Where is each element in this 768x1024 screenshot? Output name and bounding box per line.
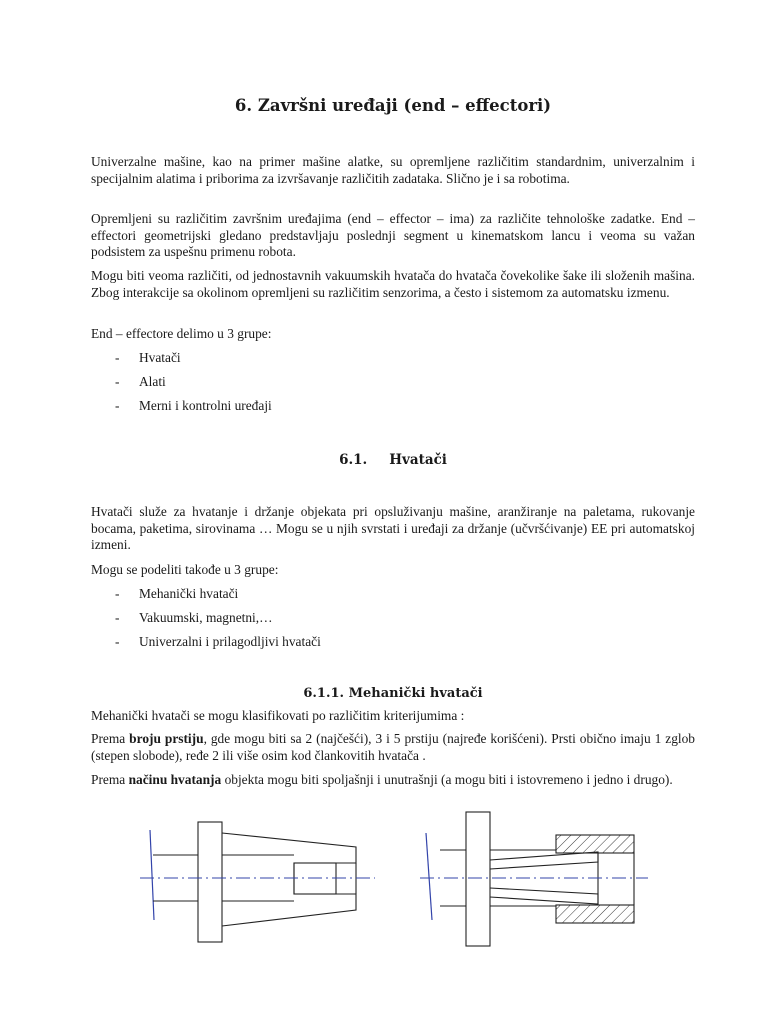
external-gripper-drawing bbox=[140, 822, 375, 942]
bold-term: broju prstiju bbox=[129, 731, 204, 746]
section-6-1-paragraph-2: Mogu se podeliti takođe u 3 grupe: bbox=[91, 562, 279, 577]
intro-paragraph-3: Mogu biti veoma različiti, od jednostavnih vakuumskih hvatača do hvatača čovekolike šake ili složenih mašina. Zbog interakcije sa okolinom opremljeni su različitim senzorima, a često i sistemom za automatsku izmenu. bbox=[91, 268, 695, 300]
list-item: - Mehanički hvatači bbox=[115, 586, 239, 601]
section-number: 6.1. bbox=[339, 452, 368, 468]
list-item: - Hvatači bbox=[115, 350, 181, 365]
bold-term: načinu hvatanja bbox=[128, 772, 222, 787]
chapter-title: 6. Završni uređaji (end – effectori) bbox=[234, 96, 552, 115]
internal-gripper-drawing bbox=[420, 812, 648, 946]
intro-paragraph-1: Univerzalne mašine, kao na primer mašine alatke, su opremljene različitim standardnim, univerzalnim i specijalnim alatima i priborima za izvršavanje različitih zadataka. Slično je i sa robotima. bbox=[91, 154, 695, 186]
list-item: - Alati bbox=[115, 374, 166, 389]
intro-paragraph-4: End – effectore delimo u 3 grupe: bbox=[91, 326, 272, 341]
section-6-1-1-paragraph-3: Prema načinu hvatanja objekta mogu biti spoljašnji i unutrašnji (a mogu biti i istovremeno i jedno i drugo). bbox=[91, 772, 673, 787]
list-item: - Vakuumski, magnetni,… bbox=[115, 610, 273, 625]
section-title: Hvatači bbox=[389, 452, 447, 468]
section-6-1-paragraph-1: Hvatači služe za hvatanje i držanje objekata pri opsluživanju mašine, aranžiranje na paletama, rukovanje bocama, paketima, sirovinama … Mogu se u njih svrstati i uređaji za držanje (učvršćivanje) EE pri automatskoj izmeni. bbox=[91, 504, 695, 553]
list-item: - Univerzalni i prilagodljivi hvatači bbox=[115, 634, 321, 649]
list-item: - Merni i kontrolni uređaji bbox=[115, 398, 272, 413]
section-6-1-1-paragraph-1: Mehanički hvatači se mogu klasifikovati po različitim kriterijumima : bbox=[91, 708, 465, 723]
intro-paragraph-2: Opremljeni su različitim završnim uređajima (end – effector – ima) za različite tehnološke zadatke. End – effectori geometrijski gledano predstavljaju poslednji segment u kinematskom lancu i veoma su važan podsistem za uspešnu primenu robota. bbox=[91, 211, 695, 260]
section-6-1-1-heading: 6.1.1. Mehanički hvatači bbox=[303, 686, 483, 701]
section-6-1-1-paragraph-2: Prema broju prstiju, gde mogu biti sa 2 (najčešći), 3 i 5 prstiju (najređe korišćeni). Prsti obično imaju 1 zglob (stepen slobode), ređe 2 ili više osim kod člankovitih hvatača . bbox=[91, 731, 695, 763]
